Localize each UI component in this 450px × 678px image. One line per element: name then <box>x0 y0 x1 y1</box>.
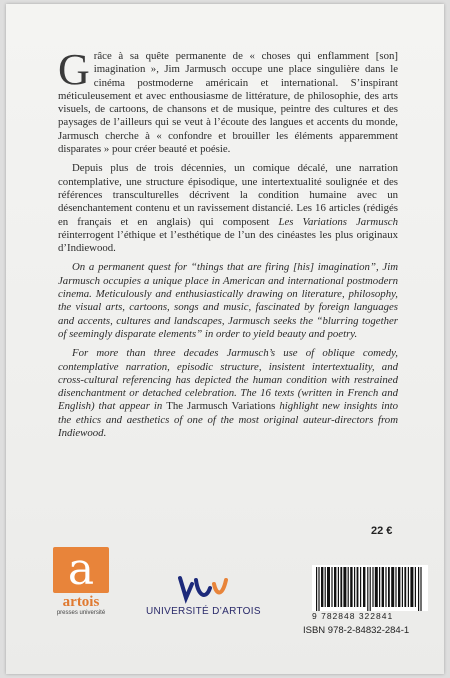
price: 22 € <box>371 525 393 537</box>
isbn: ISBN 978-2-84832-284-1 <box>303 625 410 636</box>
fr-paragraph-1 <box>58 45 398 156</box>
fr-book-title: Les Variations Jarmusch <box>278 215 398 228</box>
drop-cap: G <box>58 45 90 94</box>
en-paragraph-1-text: On a permanent quest for “things that are firing [his] imagination”, Jim Jarmusch occupies a unique place in American and international postmodern cinema. Meticulously and enthusiastically drawing on literature, philosophy, the visual arts, cartoons, songs and music, fascinated by foreign languages and accents, cultures and landscapes, Jarmusch seeks the “blurring together of seemingly disparate elements” in order to yield beauty and poetry. <box>58 261 398 340</box>
en-paragraph-2-text-a: For more than three decades Jarmusch’s use of oblique comedy, contemplative narration, episodic structure, insistent intertextuality, and cross-cultural referencing has depicted the human condition with restrained disenchantment or detached celebration. The 16 texts (written in French and English) that appear in <box>58 347 398 413</box>
university-emblem-icon <box>176 574 232 604</box>
fr-paragraph-1-text: râce à sa quête permanente de « choses qui enflamment [son] imagination », Jim Jarmusch occupe une place singulière dans le cinéma postmoderne américain et international. S’inspirant méticuleusement et avec enthousiasme de littérature, de philosophie, des arts visuels, de cartoons, de chansons et de musique, peintre des cultures et des paysages de l’ailleurs qui se veut à l’écoute des langues et accents du monde, Jarmusch cherche à « confondre et brouiller les éléments apparemment disparates » pour créer beauté et poésie. <box>58 50 398 156</box>
university-name: UNIVERSITÉ D’ARTOIS <box>146 606 261 617</box>
back-cover <box>6 4 444 674</box>
barcode <box>312 565 430 621</box>
publisher-logo-letter: a <box>67 544 95 595</box>
en-paragraph-2 <box>58 347 398 440</box>
en-paragraph-1 <box>58 261 398 341</box>
fr-paragraph-2-text-a: Depuis plus de trois décennies, un comique décalé, une narration contemplative, une structure épisodique, une intertextualité soulignée et des références transculturelles décrivent la condition humaine avec un désenchantement contenu et un ravissement distancié. Les 16 articles (rédigés en français et en anglais) qui composent <box>58 162 398 228</box>
barcode-icon <box>312 565 428 611</box>
blurb <box>58 45 398 446</box>
publisher-logo-box <box>53 544 109 595</box>
publisher-subtitle: presses université <box>56 610 106 616</box>
publisher-logo <box>53 544 113 617</box>
publisher-name: artois <box>62 594 100 610</box>
university-logo <box>146 574 266 617</box>
fr-paragraph-2-text-b: réinterrogent l’éthique et l’esthétique de l’un des cinéastes les plus originaux d’Indiewood. <box>58 228 398 255</box>
en-paragraph-2-text-b: highlight new insights into the ethics and aesthetics of one of the most original auteur-directors from Indiewood. <box>58 400 398 440</box>
barcode-digits: 9 782848 322841 <box>312 611 394 621</box>
en-book-title: The Jarmusch Variations <box>166 400 276 413</box>
fr-paragraph-2 <box>58 162 398 255</box>
